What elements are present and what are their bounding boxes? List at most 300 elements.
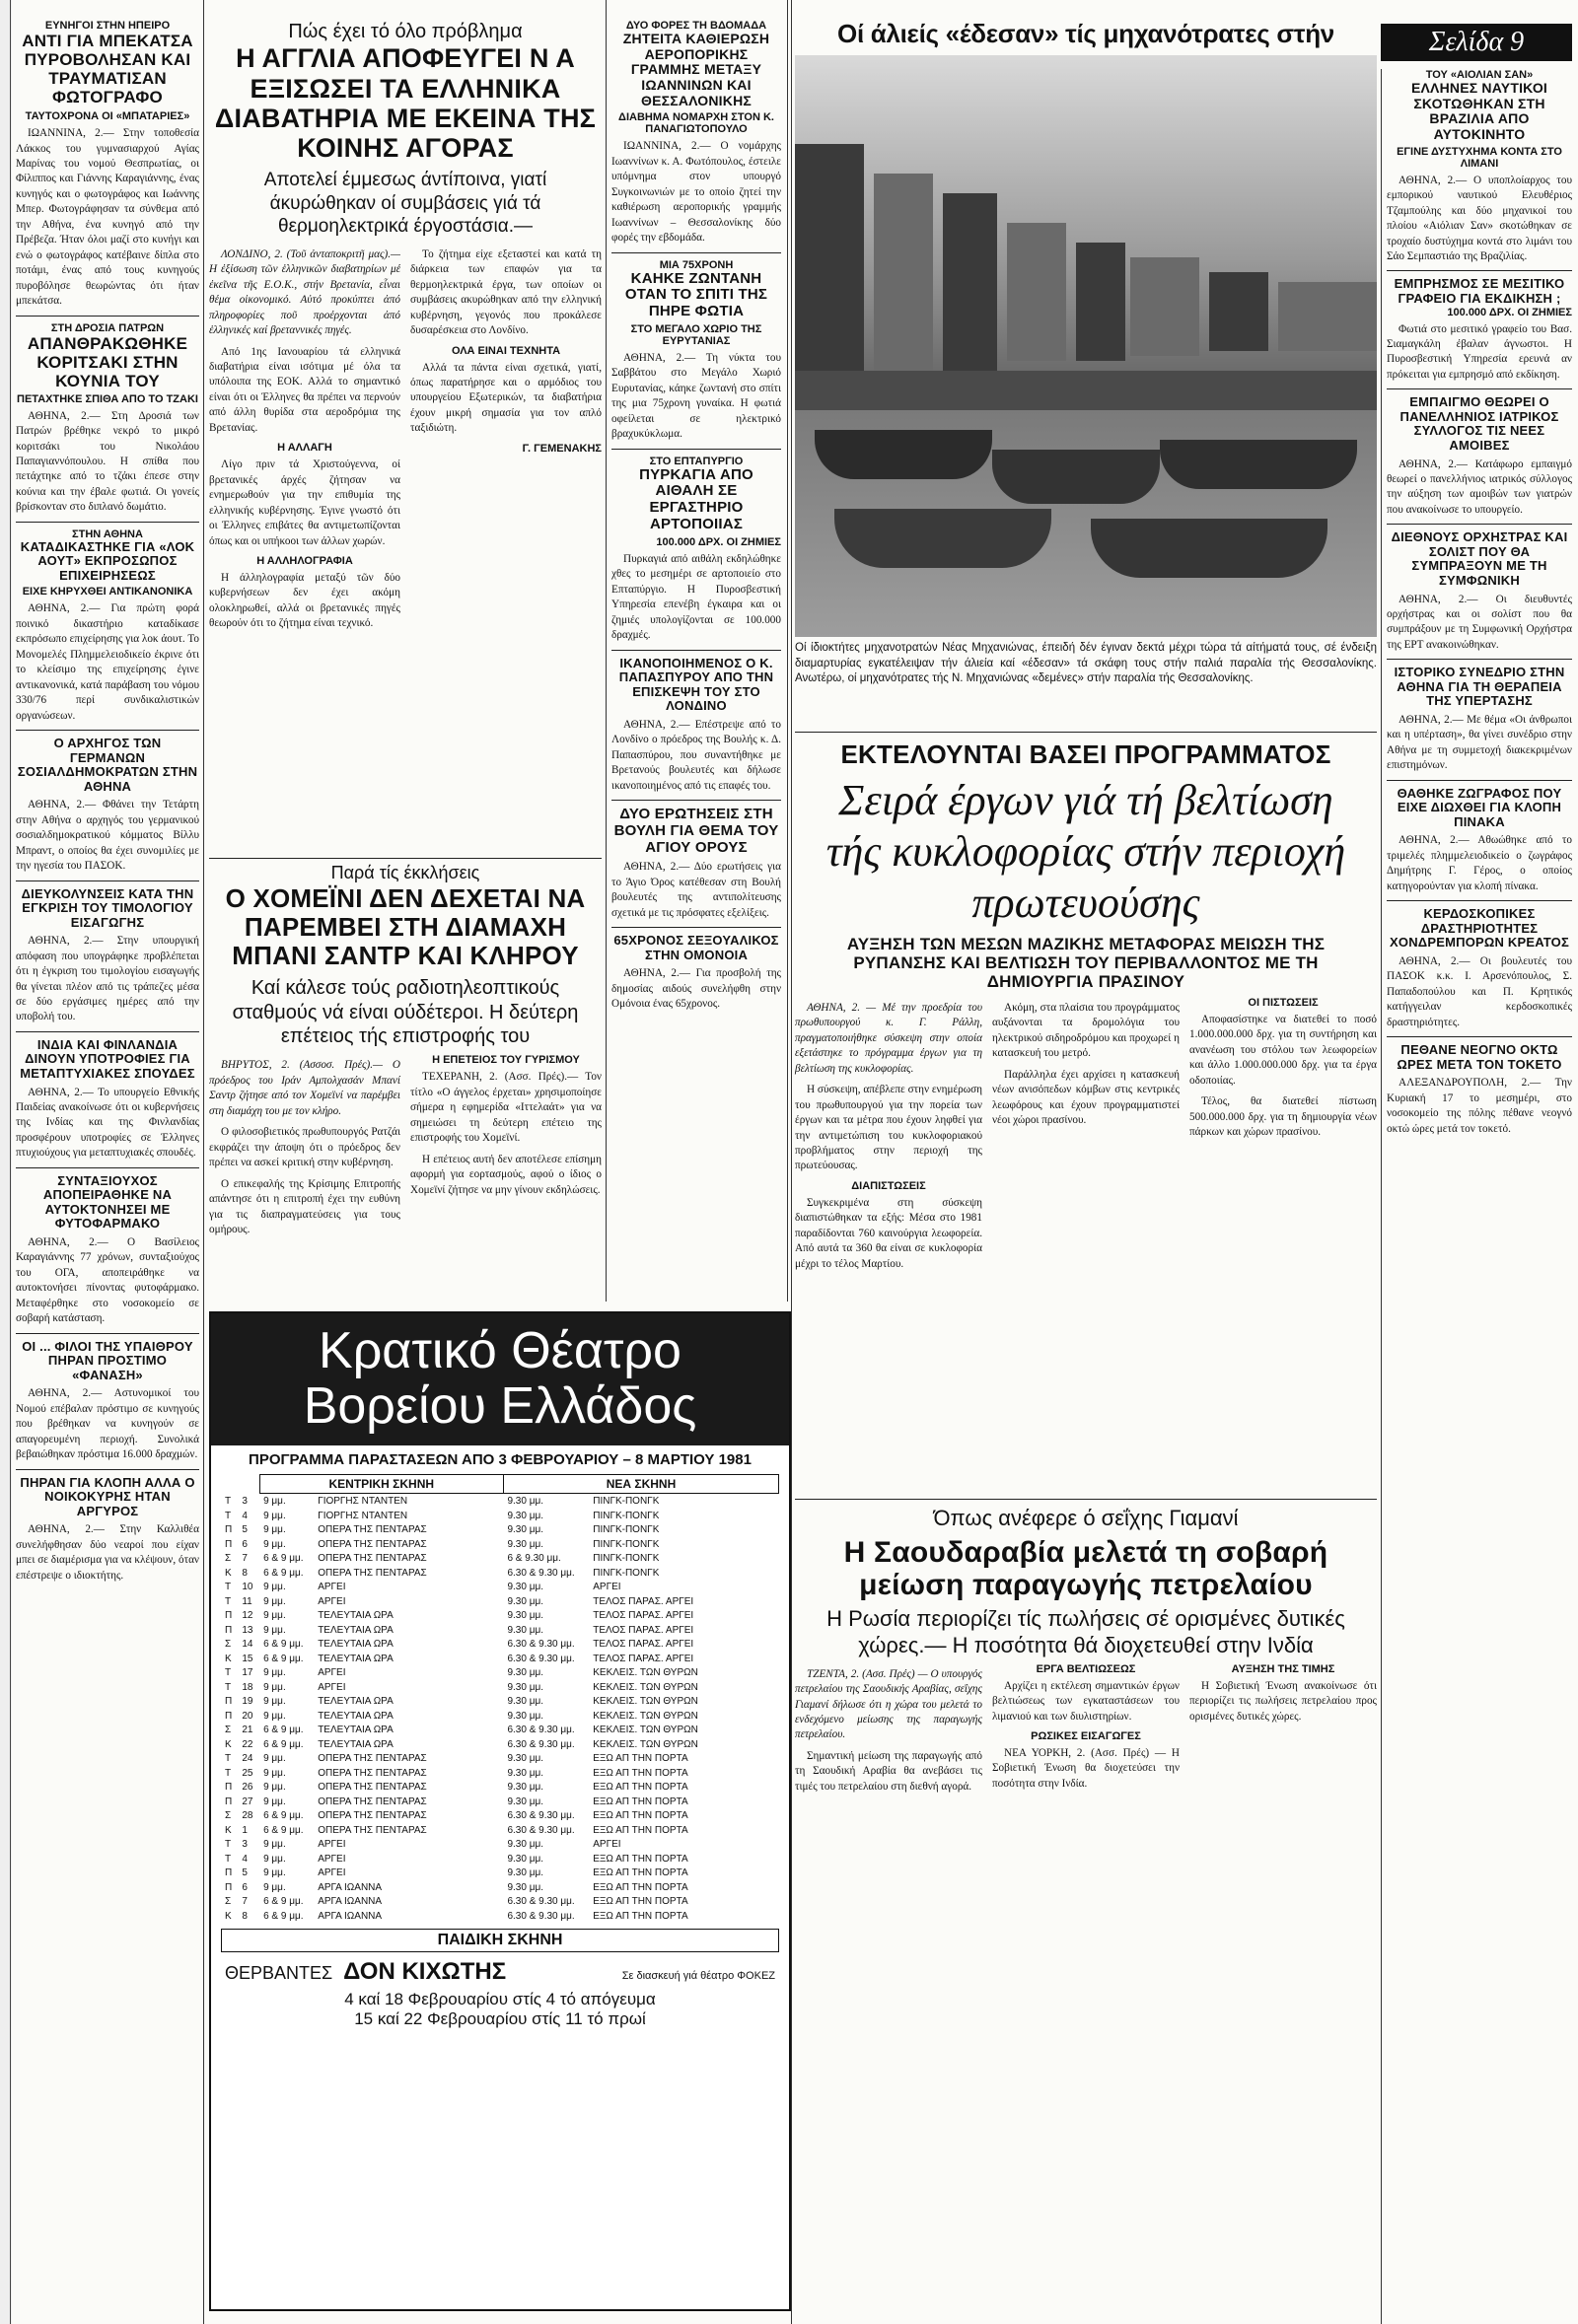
schedule-row <box>221 1509 779 1523</box>
subhead: Η ΕΠΕΤΕΙΟΣ ΤΟΥ ΓΥΡΙΣΜΟΥ <box>432 1054 580 1067</box>
column-briefs-right <box>1387 69 1572 2317</box>
article-text: ΑΘΗΝΑ, 2.— Τη νύκτα του Σαββάτου στο Μεγάλο Χωριό Ευρυτανίας, κάηκε ζωντανή στο σπίτι της μια 75χρονη γυναίκα. Η φωτιά οφείλεται σε ηλεκτρικό βραχυκύκλωμα. <box>611 351 781 441</box>
byline: Γ. ΓΕΜΕΝΑΚΗΣ <box>522 442 602 455</box>
subhead: ΟΛΑ ΕΙΝΑΙ ΤΕΧΝΗΤΑ <box>451 344 561 357</box>
new-time-cell: 9.30 μμ. <box>507 1696 543 1708</box>
article-text: Πυρκαγιά από αιθάλη εκδηλώθηκε χθες το μεσημέρι σε αρτοποιείο στο Επταπύργιο. Η Πυροσβεστική Υπηρεσία επενέβη έγκαιρα και οι ζημιές υπολογίζονται σε 100.000 δραχμές. <box>611 552 781 642</box>
kicker: Παρά τίς έκκλήσεις <box>330 863 480 882</box>
central-time-cell: 9 μμ. <box>263 1753 286 1765</box>
date-cell: 4 <box>242 1853 248 1865</box>
subhead: ΑΥΞΗΣΗ ΤΗΣ ΤΙΜΗΣ <box>1231 1662 1335 1675</box>
kids-author: ΘΕΡΒΑΝΤΕΣ <box>225 1963 333 1984</box>
date-cell: 15 <box>242 1653 253 1664</box>
day-cell: Π <box>225 1696 233 1708</box>
new-time-cell: 9.30 μμ. <box>507 1624 543 1636</box>
day-cell: Κ <box>225 1567 232 1579</box>
central-show-cell: ΓΙΟΡΓΗΣ ΝΤΑΝΤΕΝ <box>318 1496 408 1508</box>
central-show-cell: ΤΕΛΕΥΤΑΙΑ ΩΡΑ <box>318 1710 394 1722</box>
central-time-cell: 9 μμ. <box>263 1867 286 1879</box>
central-time-cell: 9 μμ. <box>263 1767 286 1779</box>
date-cell: 10 <box>242 1582 253 1593</box>
day-cell: Τ <box>225 1495 232 1507</box>
central-show-cell: ΤΕΛΕΥΤΑΙΑ ΩΡΑ <box>318 1624 394 1636</box>
theatre-advertisement <box>209 1311 791 2311</box>
article-text: ΑΘΗΝΑ, 2.— Με θέμα «Οι άνθρωποι και η υπέρταση», θα γίνει συνέδριο στην Αθήνα με τη συμμετοχή διακεκριμένων επιστημόνων. <box>1387 713 1572 772</box>
photo-headline: Οί άλιείς «έδεσαν» τίς μηχανότρατες στήν <box>837 19 1334 48</box>
central-time-cell: 6 & 9 μμ. <box>263 1725 304 1736</box>
central-time-cell: 6 & 9 μμ. <box>263 1810 304 1822</box>
article-text: Από 1ης Ιανουαρίου τά ελληνικά διαβατήρια είναι ισότιμα μέ όλα τα υπόλοιπα της ΕΟΚ. Αλλά το σημαντικό είναι ότι οι Έλληνες θα πρέπει να περνούν από άλλη θυρίδα στα αεροδρόμια της Βρετανίας. <box>209 345 400 434</box>
new-time-cell: 6.30 & 9.30 μμ. <box>507 1896 575 1908</box>
column-briefs-left <box>16 20 199 2317</box>
subhead: ΔΙΑΠΙΣΤΩΣΕΙΣ <box>851 1179 926 1192</box>
schedule-row <box>221 1694 779 1709</box>
day-cell: Τ <box>225 1510 232 1521</box>
day-cell: Τ <box>225 1853 232 1865</box>
article-text: ΑΘΗΝΑ, 2.— Το υπουργείο Εθνικής Παιδείας ανακοίνωσε ότι οι κυβερνήσεις της Ινδίας και της Φινλανδίας προσφέρουν υποτροφίες σε Έλληνες πτυχιούχους για μεταπτυχιακές σπουδές. <box>16 1086 199 1160</box>
schedule-row <box>221 1608 779 1623</box>
kicker: ΣΤΗΝ ΑΘΗΝΑ <box>72 528 143 540</box>
article-text: ΑΘΗΝΑ, 2.— Στη Δροσιά των Πατρών βρέθηκε νεκρό το μικρό κοριτσάκι του Νικολάου Παπαγιαννόπουλου. Η σπίθα που πετάχτηκε από το τζάκι έπεσε στην κούνια και την έβαλε φωτιά. Οι γονείς βρίσκονταν στο διπλανό δωμάτιο. <box>16 409 199 514</box>
central-time-cell: 6 & 9 μμ. <box>263 1639 304 1651</box>
schedule-row <box>221 1837 779 1852</box>
new-time-cell: 9.30 μμ. <box>507 1767 543 1779</box>
central-time-cell: 6 & 9 μμ. <box>263 1910 304 1922</box>
date-cell: 24 <box>242 1753 253 1765</box>
divider <box>1387 780 1572 781</box>
new-time-cell: 9.30 μμ. <box>507 1610 543 1622</box>
date-cell: 8 <box>242 1567 248 1579</box>
subhead: ΟΙ ΠΙΣΤΩΣΕΙΣ <box>1248 996 1319 1009</box>
new-show-cell: ΤΕΛΟΣ ΠΑΡΑΣ. ΑΡΓΕΙ <box>593 1595 694 1607</box>
divider <box>1387 524 1572 525</box>
central-show-cell: ΟΠΕΡΑ ΤΗΣ ΠΕΝΤΑΡΑΣ <box>318 1538 427 1550</box>
article-text: ΑΘΗΝΑ, 2.— Κατάφωρο εμπαιγμό θεωρεί ο πανελλήνιος ιατρικός σύλλογος την αύξηση των αμοιβών των γιατρών που ανακοίνωσε το υπουργείο. <box>1387 458 1572 516</box>
new-time-cell: 9.30 μμ. <box>507 1595 543 1607</box>
central-show-cell: ΟΠΕΡΑ ΤΗΣ ΠΕΝΤΑΡΑΣ <box>318 1824 427 1836</box>
date-cell: 5 <box>242 1867 248 1879</box>
new-time-cell: 6.30 & 9.30 μμ. <box>507 1567 575 1579</box>
subhead: ΣΤΟ ΜΕΓΑΛΟ ΧΩΡΙΟ ΤΗΣ ΕΥΡΥΤΑΝΙΑΣ <box>630 322 762 347</box>
ad-title-line1: Κρατικό Θέατρο <box>319 1322 681 1379</box>
headline: ΑΝΤΙ ΓΙΑ ΜΠΕΚΑΤΣΑ ΠΥΡΟΒΟΛΗΣΑΝ ΚΑΙ ΤΡΑΥΜΑΤΙΣΑΝ ΦΩΤΟΓΡΑΦΟ <box>22 32 193 107</box>
schedule-row <box>221 1880 779 1895</box>
date-cell: 28 <box>242 1810 253 1822</box>
kicker: Πώς έχει τό όλο πρόβλημα <box>288 21 523 42</box>
new-time-cell: 6.30 & 9.30 μμ. <box>507 1653 575 1664</box>
new-time-cell: 9.30 μμ. <box>507 1496 543 1508</box>
day-cell: Σ <box>225 1725 232 1736</box>
kicker: ΔΥΟ ΦΟΡΕΣ ΤΗ ΒΔΟΜΑΔΑ <box>625 20 767 32</box>
date-cell: 3 <box>242 1839 248 1851</box>
headline: ΚΕΡΔΟΣΚΟΠΙΚΕΣ ΔΡΑΣΤΗΡΙΟΤΗΤΕΣ ΧΟΝΔΡΕΜΠΟΡΩΝ ΚΡΕΑΤΟΣ <box>1390 906 1569 951</box>
new-time-cell: 9.30 μμ. <box>507 1881 543 1893</box>
divider <box>611 449 781 450</box>
article-traffic <box>795 732 1377 1492</box>
date-cell: 20 <box>242 1710 253 1722</box>
article-text: ΑΘΗΝΑ, 2.— Επέστρεψε από το Λονδίνο ο πρόεδρος της Βουλής κ. Δ. Παπασπύρου, που συναντήθηκε με Βρετανούς βουλευτές και δήλωσε ικανοποιημένος από τις επαφές του. <box>611 718 781 792</box>
new-time-cell: 6.30 & 9.30 μμ. <box>507 1639 575 1651</box>
lead-text: ΛΟΝΔΙΝΟ, 2. (Τοῦ ἀνταποκριτῆ μας).— Η ἐξίσωση τῶν ἑλληνικῶν διαβατηρίων μέ ἐκεῖνα τῆς Ε.Ο.Κ., στήν Βρετανία, εἶναι θέμα οἰκονομικό. Αὐτό προκύπτει ἀπό πληροφορίες ποῦ προέρχονται ἀπό ἑλληνικές καί βρεταννικές πηγές. <box>209 247 400 337</box>
day-cell: Σ <box>225 1553 232 1565</box>
divider <box>16 1333 199 1334</box>
new-show-cell: ΕΞΩ ΑΠ ΤΗΝ ΠΟΡΤΑ <box>593 1896 688 1908</box>
headline: ΑΠΑΝΘΡΑΚΩΘΗΚΕ ΚΟΡΙΤΣΑΚΙ ΣΤΗΝ ΚΟΥΝΙΑ ΤΟΥ <box>27 333 188 390</box>
central-show-cell: ΤΕΛΕΥΤΑΙΑ ΩΡΑ <box>318 1725 394 1736</box>
day-cell: Κ <box>225 1653 232 1664</box>
central-time-cell: 6 & 9 μμ. <box>263 1553 304 1565</box>
day-cell: Τ <box>225 1667 232 1679</box>
divider <box>1387 1036 1572 1037</box>
schedule-row <box>221 1852 779 1866</box>
new-show-cell: ΕΞΩ ΑΠ ΤΗΝ ΠΟΡΤΑ <box>593 1881 688 1893</box>
new-show-cell: ΤΕΛΟΣ ΠΑΡΑΣ. ΑΡΓΕΙ <box>593 1610 694 1622</box>
divider <box>16 1469 199 1470</box>
article-text: Το ζήτημα είχε εξεταστεί και κατά τη διάρκεια των επαφών για τα θερμοηλεκτρικά έργα, των οποίων οι συμβάσεις ακυρώθηκαν από την ελληνική κυβέρνηση, γεγονός που προκάλεσε δυσαρέσκεια στο Λονδίνο. <box>410 247 602 337</box>
new-show-cell: ΚΕΚΛΕΙΣ. ΤΩΝ ΘΥΡΩΝ <box>593 1696 698 1708</box>
photo-caption: Οί ίδιοκτήτες μηχανοτρατών Νέας Μηχανιώνας, έπειδή δέν έγιναν δεκτά μέχρι τώρα τά αίτήματά τους, σέ ένδειξη διαμαρτυρίας εγκατέλειψαν τήν άλιεία καί «έδεσαν» τά σκάφη τους στήν παλιά παραλία τής Θεσσαλονίκης. Ανωτέρω, οί μηχανότρατες τής Ν. Μηχανιώνας «δεμένες» στήν παραλία τής Θεσσαλονίκης. <box>795 642 1377 685</box>
day-cell: Σ <box>225 1896 232 1908</box>
lead-text: ΒΗΡΥΤΟΣ, 2. (Ασσοσ. Πρές).— Ο πρόεδρος του Ιράν Αμπολχασάν Μπανί Σαντρ ζήτησε από τον Χομεϊνί να παρέμβει στη διαμάχη του με τον κλήρο. <box>209 1059 400 1117</box>
divider <box>611 800 781 801</box>
article-passports <box>209 20 602 848</box>
date-cell: 19 <box>242 1696 253 1708</box>
article-text: Ακόμη, στα πλαίσια του προγράμματος αυξάνονται τα δρομολόγια του ηλεκτρικού σιδηροδρόμου και προχωρεί η κατασκευή του μετρό. <box>992 1001 1180 1060</box>
article-text: Αρχίζει η εκτέλεση σημαντικών έργων βελτιώσεως των εγκαταστάσεων του λιμανιού και των διυλιστηρίων. <box>992 1679 1180 1723</box>
date-cell: 7 <box>242 1896 248 1908</box>
new-time-cell: 6.30 & 9.30 μμ. <box>507 1910 575 1922</box>
headline: ΕΜΠΑΙΓΜΟ ΘΕΩΡΕΙ Ο ΠΑΝΕΛΛΗΝΙΟΣ ΙΑΤΡΙΚΟΣ ΣΥΛΛΟΓΟΣ ΤΙΣ ΝΕΕΣ ΑΜΟΙΒΕΣ <box>1399 394 1559 453</box>
date-cell: 4 <box>242 1510 248 1521</box>
new-show-cell: ΠΙΝΓΚ-ΠΟΝΓΚ <box>593 1567 660 1579</box>
divider <box>16 1031 199 1032</box>
ad-title-line2: Βορείου Ελλάδος <box>303 1377 697 1436</box>
day-cell: Κ <box>225 1824 232 1836</box>
new-time-cell: 6.30 & 9.30 μμ. <box>507 1824 575 1836</box>
article-text: ΑΘΗΝΑ, 2.— Για προσβολή της δημοσίας αιδούς συνελήφθη στην Ομόνοια ένας 65χρονος. <box>611 967 781 1011</box>
kicker: ΕΚΤΕΛΟΥΝΤΑΙ ΒΑΣΕΙ ΠΡΟΓΡΑΜΜΑΤΟΣ <box>840 739 1331 769</box>
divider <box>1387 388 1572 389</box>
article-text: Η επέτειος αυτή δεν αποτέλεσε επίσημη αφορμή για εορτασμούς, αφού ο ίδιος ο Χομεϊνί ζήτησε να μην γίνουν εκδηλώσεις. <box>410 1153 602 1196</box>
article-text: ΑΘΗΝΑ, 2.— Αθωώθηκε από το τριμελές πλημμελειοδικείο ο ζωγράφος Δημήτρης Γ. Γέρος, ο οποίος κατηγορούνταν για κλοπή πίνακα. <box>1387 834 1572 892</box>
schedule-row <box>221 1894 779 1909</box>
headline: ΕΛΛΗΝΕΣ ΝΑΥΤΙΚΟΙ ΣΚΟΤΩΘΗΚΑΝ ΣΤΗ ΒΡΑΖΙΛΙΑ ΑΠΟ ΑΥΤΟΚΙΝΗΤΟ <box>1410 80 1548 143</box>
new-show-cell: ΕΞΩ ΑΠ ΤΗΝ ΠΟΡΤΑ <box>593 1824 688 1836</box>
divider <box>1387 659 1572 660</box>
column-rule <box>203 0 204 2324</box>
date-cell: 12 <box>242 1610 253 1622</box>
central-show-cell: ΤΕΛΕΥΤΑΙΑ ΩΡΑ <box>318 1639 394 1651</box>
central-time-cell: 9 μμ. <box>263 1610 286 1622</box>
central-show-cell: ΤΕΛΕΥΤΑΙΑ ΩΡΑ <box>318 1610 394 1622</box>
central-time-cell: 9 μμ. <box>263 1510 286 1521</box>
new-time-cell: 9.30 μμ. <box>507 1582 543 1593</box>
new-time-cell: 6.30 & 9.30 μμ. <box>507 1725 575 1736</box>
schedule-row <box>221 1780 779 1795</box>
article-text: ΑΘΗΝΑ, 2.— Στην Καλλιθέα συνελήφθησαν δύο νεαροί που είχαν μπει σε διαμέρισμα για να κλέψουν, όταν επέστρεψε ο ιδιοκτήτης. <box>16 1523 199 1582</box>
central-time-cell: 9 μμ. <box>263 1538 286 1550</box>
subhead: ΤΑΥΤΟΧΡΟΝΑ ΟΙ «ΜΠΑΤΑΡΙΕΣ» <box>25 110 190 123</box>
schedule-row <box>221 1566 779 1581</box>
new-show-cell: ΑΡΓΕΙ <box>593 1582 621 1593</box>
central-time-cell: 9 μμ. <box>263 1710 286 1722</box>
schedule-row <box>221 1751 779 1766</box>
headline: ΠΕΘΑΝΕ ΝΕΟΓΝΟ ΟΚΤΩ ΩΡΕΣ ΜΕΤΑ ΤΟΝ ΤΟΚΕΤΟ <box>1397 1042 1562 1072</box>
day-cell: Π <box>225 1710 233 1722</box>
new-show-cell: ΚΕΚΛΕΙΣ. ΤΩΝ ΘΥΡΩΝ <box>593 1725 698 1736</box>
headline: ΚΑΗΚΕ ΖΩΝΤΑΝΗ ΟΤΑΝ ΤΟ ΣΠΙΤΙ ΤΗΣ ΠΗΡΕ ΦΩΤΙΑ <box>624 269 768 320</box>
subhead: ΕΙΧΕ ΚΗΡΥΧΘΕΙ ΑΝΤΙΚΑΝΟΝΙΚΑ <box>22 586 193 599</box>
page-number-label: Σελίδα 9 <box>1381 24 1572 61</box>
divider <box>611 252 781 253</box>
schedule-row <box>221 1909 779 1924</box>
subhead: ΔΙΑΒΗΜΑ ΝΟΜΑΡΧΗ ΣΤΟΝ Κ. ΠΑΝΑΓΙΩΤΟΠΟΥΛΟ <box>618 111 774 136</box>
divider <box>611 650 781 651</box>
divider <box>611 927 781 928</box>
schedule-table <box>221 1474 779 1923</box>
headline: Ο ΧΟΜΕΪΝΙ ΔΕΝ ΔΕΧΕΤΑΙ ΝΑ ΠΑΡΕΜΒΕΙ ΣΤΗ ΔΙΑΜΑΧΗ ΜΠΑΝΙ ΣΑΝΤΡ ΚΑΙ ΚΛΗΡΟΥ <box>225 882 586 971</box>
central-show-cell: ΤΕΛΕΥΤΑΙΑ ΩΡΑ <box>318 1696 394 1708</box>
col-new-header: ΝΕΑ ΣΚΗΝΗ <box>503 1475 778 1494</box>
new-show-cell: ΕΞΩ ΑΠ ΤΗΝ ΠΟΡΤΑ <box>593 1867 688 1879</box>
column-rule <box>1381 69 1382 2324</box>
column-rule <box>787 0 788 1302</box>
date-cell: 6 <box>242 1538 248 1550</box>
article-text: ΑΘΗΝΑ, 2.— Ο υποπλοίαρχος του εμπορικού ναυτικού Ελευθέριος Τζαμπούλης και δύο μηχανικοί του πλοίου «Αιόλιαν Σαν» σκοτώθηκαν σε τροχαίο δυστύχημα κοντά στο λιμάνι του Σάο Σεμπαστιάο της Βραζιλίας. <box>1387 174 1572 262</box>
article-text: Ο φιλοσοβιετικός πρωθυπουργός Ρατζάι εκφράζει την άποψη ότι ο πρόεδρος δεν πρέπει να ασκεί κριτική στην κυβέρνηση. <box>209 1126 400 1169</box>
headline: ΔΥΟ ΕΡΩΤΗΣΕΙΣ ΣΤΗ ΒΟΥΛΗ ΓΙΑ ΘΕΜΑ ΤΟΥ ΑΓΙΟΥ ΟΡΟΥΣ <box>613 806 779 856</box>
headline: ΚΑΤΑΔΙΚΑΣΤΗΚΕ ΓΙΑ «ΛΟΚ ΑΟΥΤ» ΕΚΠΡΟΣΩΠΟΣ ΕΠΙΧΕΙΡΗΣΕΩΣ <box>20 538 195 583</box>
day-cell: Σ <box>225 1810 232 1822</box>
date-cell: 26 <box>242 1782 253 1794</box>
article-text: Φωτιά στο μεσιτικό γραφείο του Βασ. Σιαμαγκάλη έβαλαν άγνωστοι. Η Πυροσβεστική Υπηρεσία ερευνά αν πρόκειται για εμπρησμό από εκδίκηση. <box>1387 322 1572 381</box>
article-text: Λίγο πριν τά Χριστούγεννα, οί βρετανικές άρχές ζήτησαν να ενημερωθούν για την επιθυμία της ελληνικής κυβέρνησης. Έγινε γνωστό ότι οι Έλληνες επιβάτες θα αντιμετωπίζονται όπως και οι υπήκοοι των άλλων χωρών. <box>209 458 400 547</box>
article-text: Αλλά τα πάντα είναι σχετικά, γιατί, όπως παρατήρησε και ο αρμόδιος του υπουργείου Εξωτερικών, τα διαβατήρια έχουν μικρή σημασία για τον απλό ταξιδιώτη. <box>410 361 602 435</box>
central-show-cell: ΑΡΓΕΙ <box>318 1853 346 1865</box>
central-time-cell: 6 & 9 μμ. <box>263 1738 304 1750</box>
edge-strip <box>0 0 12 2324</box>
central-show-cell: ΟΠΕΡΑ ΤΗΣ ΠΕΝΤΑΡΑΣ <box>318 1782 427 1794</box>
central-time-cell: 6 & 9 μμ. <box>263 1653 304 1664</box>
central-show-cell: ΑΡΓΕΙ <box>318 1667 346 1679</box>
central-show-cell: ΑΡΓΕΙ <box>318 1681 346 1693</box>
headline: 65ΧΡΟΝΟΣ ΣΕΞΟΥΑΛΙΚΟΣ ΣΤΗΝ ΟΜΟΝΟΙΑ <box>613 933 779 962</box>
date-cell: 27 <box>242 1796 253 1807</box>
kids-show: ΔΟΝ ΚΙΧΩΤΗΣ <box>343 1958 507 1986</box>
new-time-cell: 9.30 μμ. <box>507 1538 543 1550</box>
central-time-cell: 9 μμ. <box>263 1524 286 1536</box>
day-cell: Τ <box>225 1681 232 1693</box>
headline: ΣΥΝΤΑΞΙΟΥΧΟΣ ΑΠΟΠΕΙΡΑΘΗΚΕ ΝΑ ΑΥΤΟΚΤΟΝΗΣΕΙ ΜΕ ΦΥΤΟΦΑΡΜΑΚΟ <box>42 1172 173 1232</box>
new-show-cell: ΤΕΛΟΣ ΠΑΡΑΣ. ΑΡΓΕΙ <box>593 1653 694 1664</box>
divider <box>16 880 199 881</box>
new-time-cell: 9.30 μμ. <box>507 1839 543 1851</box>
central-show-cell: ΑΡΓΕΙ <box>318 1839 346 1851</box>
central-show-cell: ΟΠΕΡΑ ΤΗΣ ΠΕΝΤΑΡΑΣ <box>318 1553 427 1565</box>
col-central-header: ΚΕΝΤΡΙΚΗ ΣΚΗΝΗ <box>259 1475 503 1494</box>
day-cell: Τ <box>225 1753 232 1765</box>
day-cell: Π <box>225 1867 233 1879</box>
subhead: ΑΥΞΗΣΗ ΤΩΝ ΜΕΣΩΝ ΜΑΖΙΚΗΣ ΜΕΤΑΦΟΡΑΣ ΜΕΙΩΣΗ ΤΗΣ ΡΥΠΑΝΣΗΣ ΚΑΙ ΒΕΛΤΙΩΣΗ ΤΟΥ ΠΕΡΙΒΑΛΛΟΝΤΟΣ ΜΕ ΤΗ ΔΗΜΙΟΥΡΓΙΑ ΠΡΑΣΙΝΟΥ <box>846 934 1326 991</box>
divider <box>16 316 199 317</box>
date-cell: 14 <box>242 1639 253 1651</box>
date-cell: 5 <box>242 1524 248 1536</box>
central-show-cell: ΟΠΕΡΑ ΤΗΣ ΠΕΝΤΑΡΑΣ <box>318 1810 427 1822</box>
day-cell: Κ <box>225 1910 232 1922</box>
schedule-row <box>221 1866 779 1880</box>
central-show-cell: ΑΡΓΑ ΙΩΑΝΝΑ <box>318 1910 383 1922</box>
date-cell: 25 <box>242 1767 253 1779</box>
column-rule <box>791 0 792 2324</box>
date-cell: 1 <box>242 1824 248 1836</box>
date-cell: 11 <box>242 1595 252 1607</box>
central-show-cell: ΑΡΓΕΙ <box>318 1582 346 1593</box>
kicker: ΣΤΟ ΕΠΤΑΠΥΡΓΙΟ <box>649 455 744 467</box>
central-show-cell: ΟΠΕΡΑ ΤΗΣ ΠΕΝΤΑΡΑΣ <box>318 1767 427 1779</box>
central-time-cell: 9 μμ. <box>263 1696 286 1708</box>
article-text: ΑΘΗΝΑ, 2.— Στην υπουργική απόφαση που υπογράφηκε προβλέπεται ότι η έγκριση του τιμολογίου εισαγωγής θα γίνεται πλέον από τις τράπεζες μέσα σε δύο εργάσιμες ημέρες από την υποβολή του. <box>16 935 199 1023</box>
central-show-cell: ΓΙΟΡΓΗΣ ΝΤΑΝΤΕΝ <box>318 1510 408 1521</box>
day-cell: Τ <box>225 1767 232 1779</box>
central-show-cell: ΟΠΕΡΑ ΤΗΣ ΠΕΝΤΑΡΑΣ <box>318 1524 427 1536</box>
article-text: ΙΩΑΝΝΙΝΑ, 2.— Ο νομάρχης Ιωαννίνων κ. Α. Φωτόπουλος, έστειλε υπόμνημα στον υπουργό Συγκοινωνιών με το οποίο ζητεί την καθιέρωση αεροπορικής γραμμής Ιωαννίνων – Θεσσαλονίκης δύο φορές την εβδομάδα. <box>611 140 781 245</box>
central-time-cell: 9 μμ. <box>263 1624 286 1636</box>
day-cell: Π <box>225 1782 233 1794</box>
schedule-row <box>221 1665 779 1680</box>
headline: ΙΚΑΝΟΠΟΙΗΜΕΝΟΣ Ο Κ. ΠΑΠΑΣΠΥΡΟΥ ΑΠΟ ΤΗΝ ΕΠΙΣΚΕΨΗ ΤΟΥ ΣΤΟ ΛΟΝΔΙΝΟ <box>618 655 774 714</box>
article-text: Παράλληλα έχει αρχίσει η κατασκευή νέων ανισόπεδων κόμβων στις κεντρικές λεωφόρους και έχουν προγραμματιστεί νέοι χώροι πρασίνου. <box>992 1068 1180 1127</box>
lead-text: ΑΘΗΝΑ, 2. — Μέ την προεδρία του πρωθυπουργού κ. Γ. Ράλλη, πραγματοποιήθηκε σύσκεψη στην οποία εξετάστηκε το πρόγραμμα έργων για τη βελτίωση της κυκλοφορίας. <box>795 1001 982 1075</box>
subhead: Η ΑΛΛΑΓΗ <box>277 442 332 455</box>
day-cell: Π <box>225 1610 233 1622</box>
central-time-cell: 9 μμ. <box>263 1582 286 1593</box>
date-cell: 13 <box>242 1624 253 1636</box>
schedule-row <box>221 1637 779 1652</box>
kicker: ΣΤΗ ΔΡΟΣΙΑ ΠΑΤΡΩΝ <box>50 321 165 334</box>
date-cell: 8 <box>242 1910 248 1922</box>
central-time-cell: 9 μμ. <box>263 1496 286 1508</box>
article-text: ΑΘΗΝΑ, 2.— Ο Βασίλειος Καραγιάννης 77 χρόνων, συνταξιούχος του ΟΓΑ, αποπειράθηκε να αυτοκτονήσει πίνοντας φυτοφάρμακο. Μεταφέρθηκε στο νοσοκομείο σε σοβαρή κατάσταση. <box>16 1236 199 1325</box>
headline: ΔΙΕΘΝΟΥΣ ΟΡΧΗΣΤΡΑΣ ΚΑΙ ΣΟΛΙΣΤ ΠΟΥ ΘΑ ΣΥΜΠΡΑΞΟΥΝ ΜΕ ΤΗ ΣΥΜΦΩΝΙΚΗ <box>1391 529 1568 588</box>
central-show-cell: ΑΡΓΑ ΙΩΑΝΝΑ <box>318 1896 383 1908</box>
schedule-row <box>221 1623 779 1638</box>
headline: ΙΣΤΟΡΙΚΟ ΣΥΝΕΔΡΙΟ ΣΤΗΝ ΑΘΗΝΑ ΓΙΑ ΤΗ ΘΕΡΑΠΕΙΑ ΤΗΣ ΥΠΕΡΤΑΣΗΣ <box>1394 665 1565 709</box>
new-time-cell: 6.30 & 9.30 μμ. <box>507 1810 575 1822</box>
article-khomeini <box>209 858 602 1303</box>
day-cell: Π <box>225 1538 233 1550</box>
day-cell: Τ <box>225 1582 232 1593</box>
central-time-cell: 9 μμ. <box>263 1839 286 1851</box>
divider <box>16 1167 199 1168</box>
new-show-cell: ΚΕΚΛΕΙΣ. ΤΩΝ ΘΥΡΩΝ <box>593 1710 698 1722</box>
central-time-cell: 9 μμ. <box>263 1853 286 1865</box>
article-text: Αποφασίστηκε να διατεθεί το ποσό 1.000.000.000 δρχ. για τη συντήρηση και ανανέωση του στόλου των λεωφορείων και άλλο 1.000.000.000 δρχ. για τα έργα οδοποιίας. <box>1189 1013 1377 1087</box>
kicker: Όπως ανέφερε ό σεΐχης Γιαμανί <box>933 1506 1239 1530</box>
new-show-cell: ΕΞΩ ΑΠ ΤΗΝ ΠΟΡΤΑ <box>593 1910 688 1922</box>
article-text: ΑΘΗΝΑ, 2.— Οι διευθυντές ορχήστρας και οι σολίστ που θα συμπράξουν με τη Συμφωνική Ορχήστρα της ΕΡΤ ανακοινώθηκαν. <box>1387 593 1572 651</box>
new-show-cell: ΚΕΚΛΕΙΣ. ΤΩΝ ΘΥΡΩΝ <box>593 1738 698 1750</box>
headline: ΙΝΔΙΑ ΚΑΙ ΦΙΝΛΑΝΔΙΑ ΔΙΝΟΥΝ ΥΠΟΤΡΟΦΙΕΣ ΓΙΑ ΜΕΤΑΠΤΥΧΙΑΚΕΣ ΣΠΟΥΔΕΣ <box>20 1036 195 1081</box>
kicker: ΤΟΥ «ΑΙΟΛΙΑΝ ΣΑΝ» <box>1425 69 1534 81</box>
central-time-cell: 6 & 9 μμ. <box>263 1567 304 1579</box>
headline: Ο ΑΡΧΗΓΟΣ ΤΩΝ ΓΕΡΜΑΝΩΝ ΣΟΣΙΑΛΔΗΜΟΚΡΑΤΩΝ ΣΤΗΝ ΑΘΗΝΑ <box>17 736 198 794</box>
article-text: ΑΘΗΝΑ, 2.— Δύο ερωτήσεις για το Άγιο Όρος κατέθεσαν στη Βουλή βουλευτές της αντιπολίτευσης σχετικά με τις πρόσφατες εξελίξεις. <box>611 861 781 919</box>
new-show-cell: ΠΙΝΓΚ-ΠΟΝΓΚ <box>593 1524 660 1536</box>
subhead: Η ΑΛΛΗΛΟΓΡΑΦΙΑ <box>256 555 353 567</box>
new-time-cell: 6.30 & 9.30 μμ. <box>507 1738 575 1750</box>
kids-note: Σε διασκευή γιά θέατρο ΦΟΚΕΖ <box>621 1970 775 1983</box>
central-time-cell: 9 μμ. <box>263 1595 286 1607</box>
new-show-cell: ΠΙΝΓΚ-ΠΟΝΓΚ <box>593 1538 660 1550</box>
column-briefs-middle <box>611 20 781 1302</box>
central-show-cell: ΟΠΕΡΑ ΤΗΣ ΠΕΝΤΑΡΑΣ <box>318 1796 427 1807</box>
date-cell: 3 <box>242 1495 248 1507</box>
new-show-cell: ΠΙΝΓΚ-ΠΟΝΓΚ <box>593 1553 660 1565</box>
central-time-cell: 9 μμ. <box>263 1881 286 1893</box>
new-show-cell: ΤΕΛΟΣ ΠΑΡΑΣ. ΑΡΓΕΙ <box>593 1624 694 1636</box>
new-show-cell: ΕΞΩ ΑΠ ΤΗΝ ΠΟΡΤΑ <box>593 1796 688 1807</box>
harbor-photo <box>795 55 1377 637</box>
date-cell: 7 <box>242 1553 248 1565</box>
central-show-cell: ΑΡΓΕΙ <box>318 1867 346 1879</box>
subhead: 100.000 ΔΡΧ. ΟΙ ΖΗΜΙΕΣ <box>656 535 781 548</box>
schedule-row <box>221 1551 779 1566</box>
central-time-cell: 9 μμ. <box>263 1782 286 1794</box>
article-text: ΑΘΗΝΑ, 2.— Φθάνει την Τετάρτη στην Αθήνα ο αρχηγός του γερμανικού σοσιαλδημοκρατικού κόμματος Βίλλυ Μπραντ, ο οποίος θα έχει συνομιλίες με την ηγεσία του ΠΑΣΟΚ. <box>16 799 199 873</box>
article-text: Η άλληλογραφία μεταξύ τῶν δύο κυβερνήσεων δεν έχει ακόμη ολοκληρωθεί, αλλά οι βρετανικές πηγές θεωρούν ότι το ζήτημα είναι τεχνικό. <box>209 572 400 630</box>
date-cell: 17 <box>242 1667 253 1679</box>
headline: ΠΗΡΑΝ ΓΙΑ ΚΛΟΠΗ ΑΛΛΑ Ο ΝΟΙΚΟΚΥΡΗΣ ΗΤΑΝ ΑΡΓΥΡΟΣ <box>20 1474 195 1518</box>
central-time-cell: 9 μμ. <box>263 1681 286 1693</box>
central-show-cell: ΤΕΛΕΥΤΑΙΑ ΩΡΑ <box>318 1738 394 1750</box>
schedule-row <box>221 1680 779 1695</box>
new-time-cell: 9.30 μμ. <box>507 1782 543 1794</box>
schedule-row <box>221 1652 779 1666</box>
new-show-cell: ΕΞΩ ΑΠ ΤΗΝ ΠΟΡΤΑ <box>593 1810 688 1822</box>
subhead: ΡΩΣΙΚΕΣ ΕΙΣΑΓΩΓΕΣ <box>1031 1730 1141 1743</box>
day-cell: Σ <box>225 1639 232 1651</box>
new-time-cell: 9.30 μμ. <box>507 1710 543 1722</box>
subhead: 100.000 ΔΡΧ. ΟΙ ΖΗΜΙΕΣ <box>1447 306 1572 318</box>
new-show-cell: ΕΞΩ ΑΠ ΤΗΝ ΠΟΡΤΑ <box>593 1853 688 1865</box>
central-show-cell: ΟΠΕΡΑ ΤΗΣ ΠΕΝΤΑΡΑΣ <box>318 1753 427 1765</box>
schedule-row <box>221 1494 779 1509</box>
new-show-cell: ΕΞΩ ΑΠ ΤΗΝ ΠΟΡΤΑ <box>593 1782 688 1794</box>
article-text: Τέλος, θα διατεθεί πίστωση 500.000.000 δρχ. για τη δημιουργία νέων πάρκων και χώρων πρασίνου. <box>1189 1095 1377 1139</box>
schedule-row <box>221 1808 779 1823</box>
new-show-cell: ΠΙΝΓΚ-ΠΟΝΓΚ <box>593 1510 660 1521</box>
divider <box>1387 270 1572 271</box>
headline: ΠΥΡΚΑΓΙΑ ΑΠΟ ΑΙΘΑΛΗ ΣΕ ΕΡΓΑΣΤΗΡΙΟ ΑΡΤΟΠΟΙΙΑΣ <box>639 465 753 533</box>
day-cell: Τ <box>225 1839 232 1851</box>
schedule-row <box>221 1537 779 1552</box>
deck: Καί κάλεσε τούς ραδιοτηλεοπτικούς σταθμούς νά είναι ούδέτεροι. Η δεύτερη επέτειος τής επιστροφής του <box>232 977 579 1048</box>
new-time-cell: 9.30 μμ. <box>507 1853 543 1865</box>
headline: ΘΑΘΗΚΕ ΖΩΓΡΑΦΟΣ ΠΟΥ ΕΙΧΕ ΔΙΩΧΘΕΙ ΓΙΑ ΚΛΟΠΗ ΠΙΝΑΚΑ <box>1397 785 1562 829</box>
schedule-row <box>221 1723 779 1737</box>
subhead: ΠΕΤΑΧΤΗΚΕ ΣΠΙΘΑ ΑΠΟ ΤΟ ΤΖΑΚΙ <box>17 392 198 405</box>
ad-title <box>211 1313 789 1445</box>
article-text: Η σύσκεψη, απέβλεπε στην ενημέρωση του πρωθυπουργού για την πορεία των έργων και τα μέτρα που έχουν ληφθεί για την αντιμετώπιση του κυκλοφοριακού προβλήματος στην περιοχή της πρωτεύουσας. <box>795 1084 982 1172</box>
day-cell: Κ <box>225 1738 232 1750</box>
new-show-cell: ΚΕΚΛΕΙΣ. ΤΩΝ ΘΥΡΩΝ <box>593 1681 698 1693</box>
kicker: ΜΙΑ 75ΧΡΟΝΗ <box>659 258 734 271</box>
schedule-row <box>221 1709 779 1724</box>
new-show-cell: ΠΙΝΓΚ-ΠΟΝΓΚ <box>593 1496 660 1508</box>
lead-text: ΤΖΕΝΤΑ, 2. (Ασσ. Πρές) — Ο υπουργός πετρελαίου της Σαουδικής Αραβίας, σεΐχης Γιαμανί δήλωσε ότι η χώρα του μελετά το ενδεχόμενο μείωσης της παραγωγής πετρελαίου. <box>795 1667 982 1741</box>
schedule-row <box>221 1766 779 1781</box>
article-text: ΝΕΑ ΥΟΡΚΗ, 2. (Ασσ. Πρές) — Η Σοβιετική Ένωση θα διοχετεύσει την ποσότητα στην Ινδία. <box>992 1747 1180 1790</box>
